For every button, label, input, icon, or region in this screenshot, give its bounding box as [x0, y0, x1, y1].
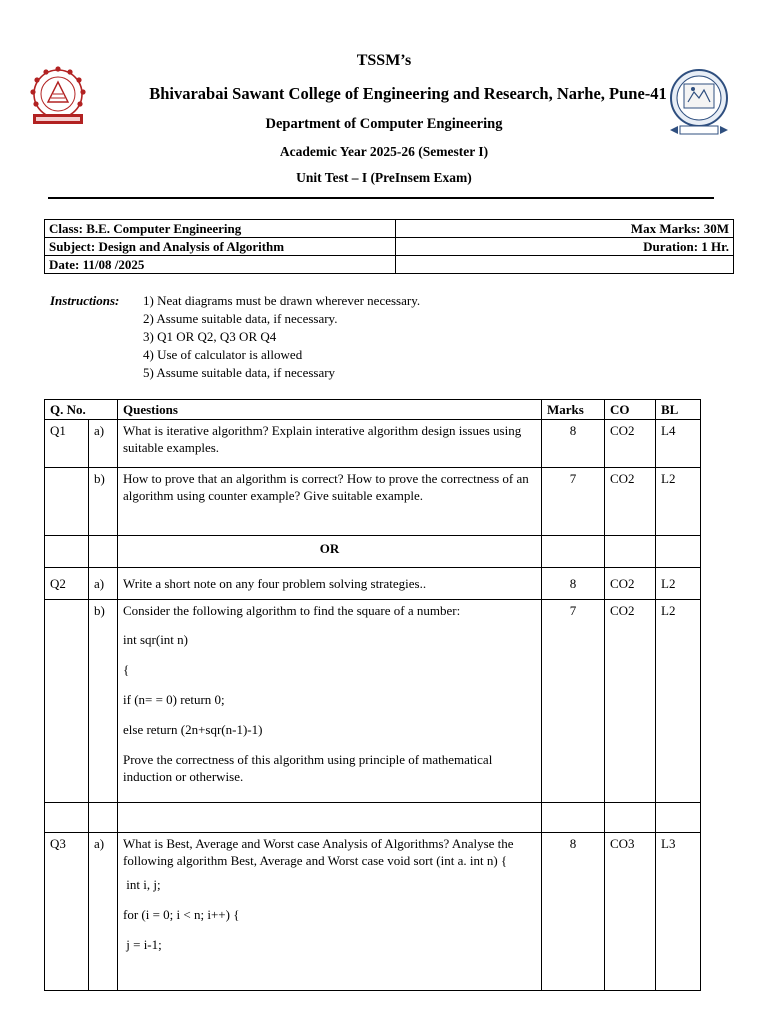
question-row	[45, 420, 701, 468]
empty-cell	[395, 256, 734, 274]
empty-cell	[656, 803, 701, 833]
empty-cell	[656, 536, 701, 568]
question-part: b)	[89, 600, 118, 803]
class-info: Class: B.E. Computer Engineering	[45, 220, 396, 238]
department-name: Department of Computer Engineering	[265, 116, 503, 132]
question-intro: What is Best, Average and Worst case Analysis of Algorithms? Analyse the following algorithm Best, Average and Worst case void sort (int a. int n) {	[123, 836, 514, 868]
question-number: Q1	[45, 420, 89, 468]
instructions-list	[143, 292, 420, 382]
college-name: Bhivarabai Sawant College of Engineering and Research, Narhe, Pune-41	[149, 84, 667, 103]
question-co: CO2	[605, 568, 656, 600]
question-marks: 7	[542, 468, 605, 536]
code-line: int i, j;	[123, 877, 161, 892]
question-marks: 8	[542, 568, 605, 600]
question-co: CO3	[605, 833, 656, 991]
or-row	[45, 536, 701, 568]
questions-header: Questions	[118, 400, 542, 420]
question-text: What is iterative algorithm? Explain interative algorithm design issues using suitable examples.	[118, 420, 542, 468]
or-label: OR	[118, 536, 542, 568]
question-co: CO2	[605, 600, 656, 803]
question-part: b)	[89, 468, 118, 536]
instruction-item: 4) Use of calculator is allowed	[143, 347, 303, 362]
bl-header: BL	[656, 400, 701, 420]
question-marks: 8	[542, 420, 605, 468]
header-row	[45, 400, 701, 420]
empty-cell	[605, 536, 656, 568]
code-line: j = i-1;	[123, 937, 162, 952]
spacer-row	[45, 803, 701, 833]
date-info: Date: 11/08 /2025	[45, 256, 396, 274]
instruction-item: 1) Neat diagrams must be drawn wherever necessary.	[143, 293, 421, 308]
question-marks: 8	[542, 833, 605, 991]
org-name: TSSM’s	[356, 52, 412, 69]
instruction-item: 3) Q1 OR Q2, Q3 OR Q4	[143, 329, 277, 344]
question-bl: L2	[656, 568, 701, 600]
exam-info-table	[44, 219, 734, 274]
question-co: CO2	[605, 420, 656, 468]
question-bl: L2	[656, 600, 701, 803]
question-part: a)	[89, 568, 118, 600]
empty-cell	[89, 803, 118, 833]
code-line: else return (2n+sqr(n-1)-1)	[123, 722, 263, 737]
question-bl: L4	[656, 420, 701, 468]
question-text	[118, 600, 542, 803]
co-header: CO	[605, 400, 656, 420]
question-row	[45, 568, 701, 600]
question-number	[45, 468, 89, 536]
question-row	[45, 600, 701, 803]
empty-cell	[605, 803, 656, 833]
empty-cell	[542, 803, 605, 833]
question-bl: L2	[656, 468, 701, 536]
question-table	[44, 399, 701, 991]
question-text: Write a short note on any four problem solving strategies..	[118, 568, 542, 600]
question-number: Q3	[45, 833, 89, 991]
code-line: int sqr(int n)	[123, 632, 188, 647]
code-line: {	[123, 662, 130, 677]
question-text	[118, 833, 542, 991]
instructions-label: Instructions:	[50, 293, 120, 308]
header-divider	[48, 197, 714, 199]
info-row	[45, 220, 734, 238]
question-intro: Consider the following algorithm to find the square of a number:	[123, 603, 461, 618]
question-outro: Prove the correctness of this algorithm using principle of mathematical induction or otherwise.	[123, 752, 493, 784]
code-line: for (i = 0; i < n; i++) {	[123, 907, 240, 922]
empty-cell	[45, 536, 89, 568]
info-row	[45, 256, 734, 274]
question-part: a)	[89, 833, 118, 991]
empty-cell	[45, 803, 89, 833]
question-bl: L3	[656, 833, 701, 991]
duration: Duration: 1 Hr.	[395, 238, 734, 256]
empty-cell	[542, 536, 605, 568]
instruction-item: 2) Assume suitable data, if necessary.	[143, 311, 338, 326]
question-row	[45, 468, 701, 536]
code-line: if (n= = 0) return 0;	[123, 692, 225, 707]
qno-header: Q. No.	[45, 400, 118, 420]
question-co: CO2	[605, 468, 656, 536]
question-marks: 7	[542, 600, 605, 803]
info-row	[45, 238, 734, 256]
question-number: Q2	[45, 568, 89, 600]
question-row	[45, 833, 701, 991]
empty-cell	[118, 803, 542, 833]
question-text: How to prove that an algorithm is correct? How to prove the correctness of an algorithm using counter example? Give suitable example.	[118, 468, 542, 536]
academic-year: Academic Year 2025-26 (Semester I)	[279, 144, 489, 159]
marks-header: Marks	[542, 400, 605, 420]
empty-cell	[89, 536, 118, 568]
test-title: Unit Test – I (PreInsem Exam)	[296, 170, 472, 185]
max-marks: Max Marks: 30M	[395, 220, 734, 238]
subject-info: Subject: Design and Analysis of Algorithm	[45, 238, 396, 256]
question-number	[45, 600, 89, 803]
instruction-item: 5) Assume suitable data, if necessary	[143, 365, 336, 380]
question-part: a)	[89, 420, 118, 468]
